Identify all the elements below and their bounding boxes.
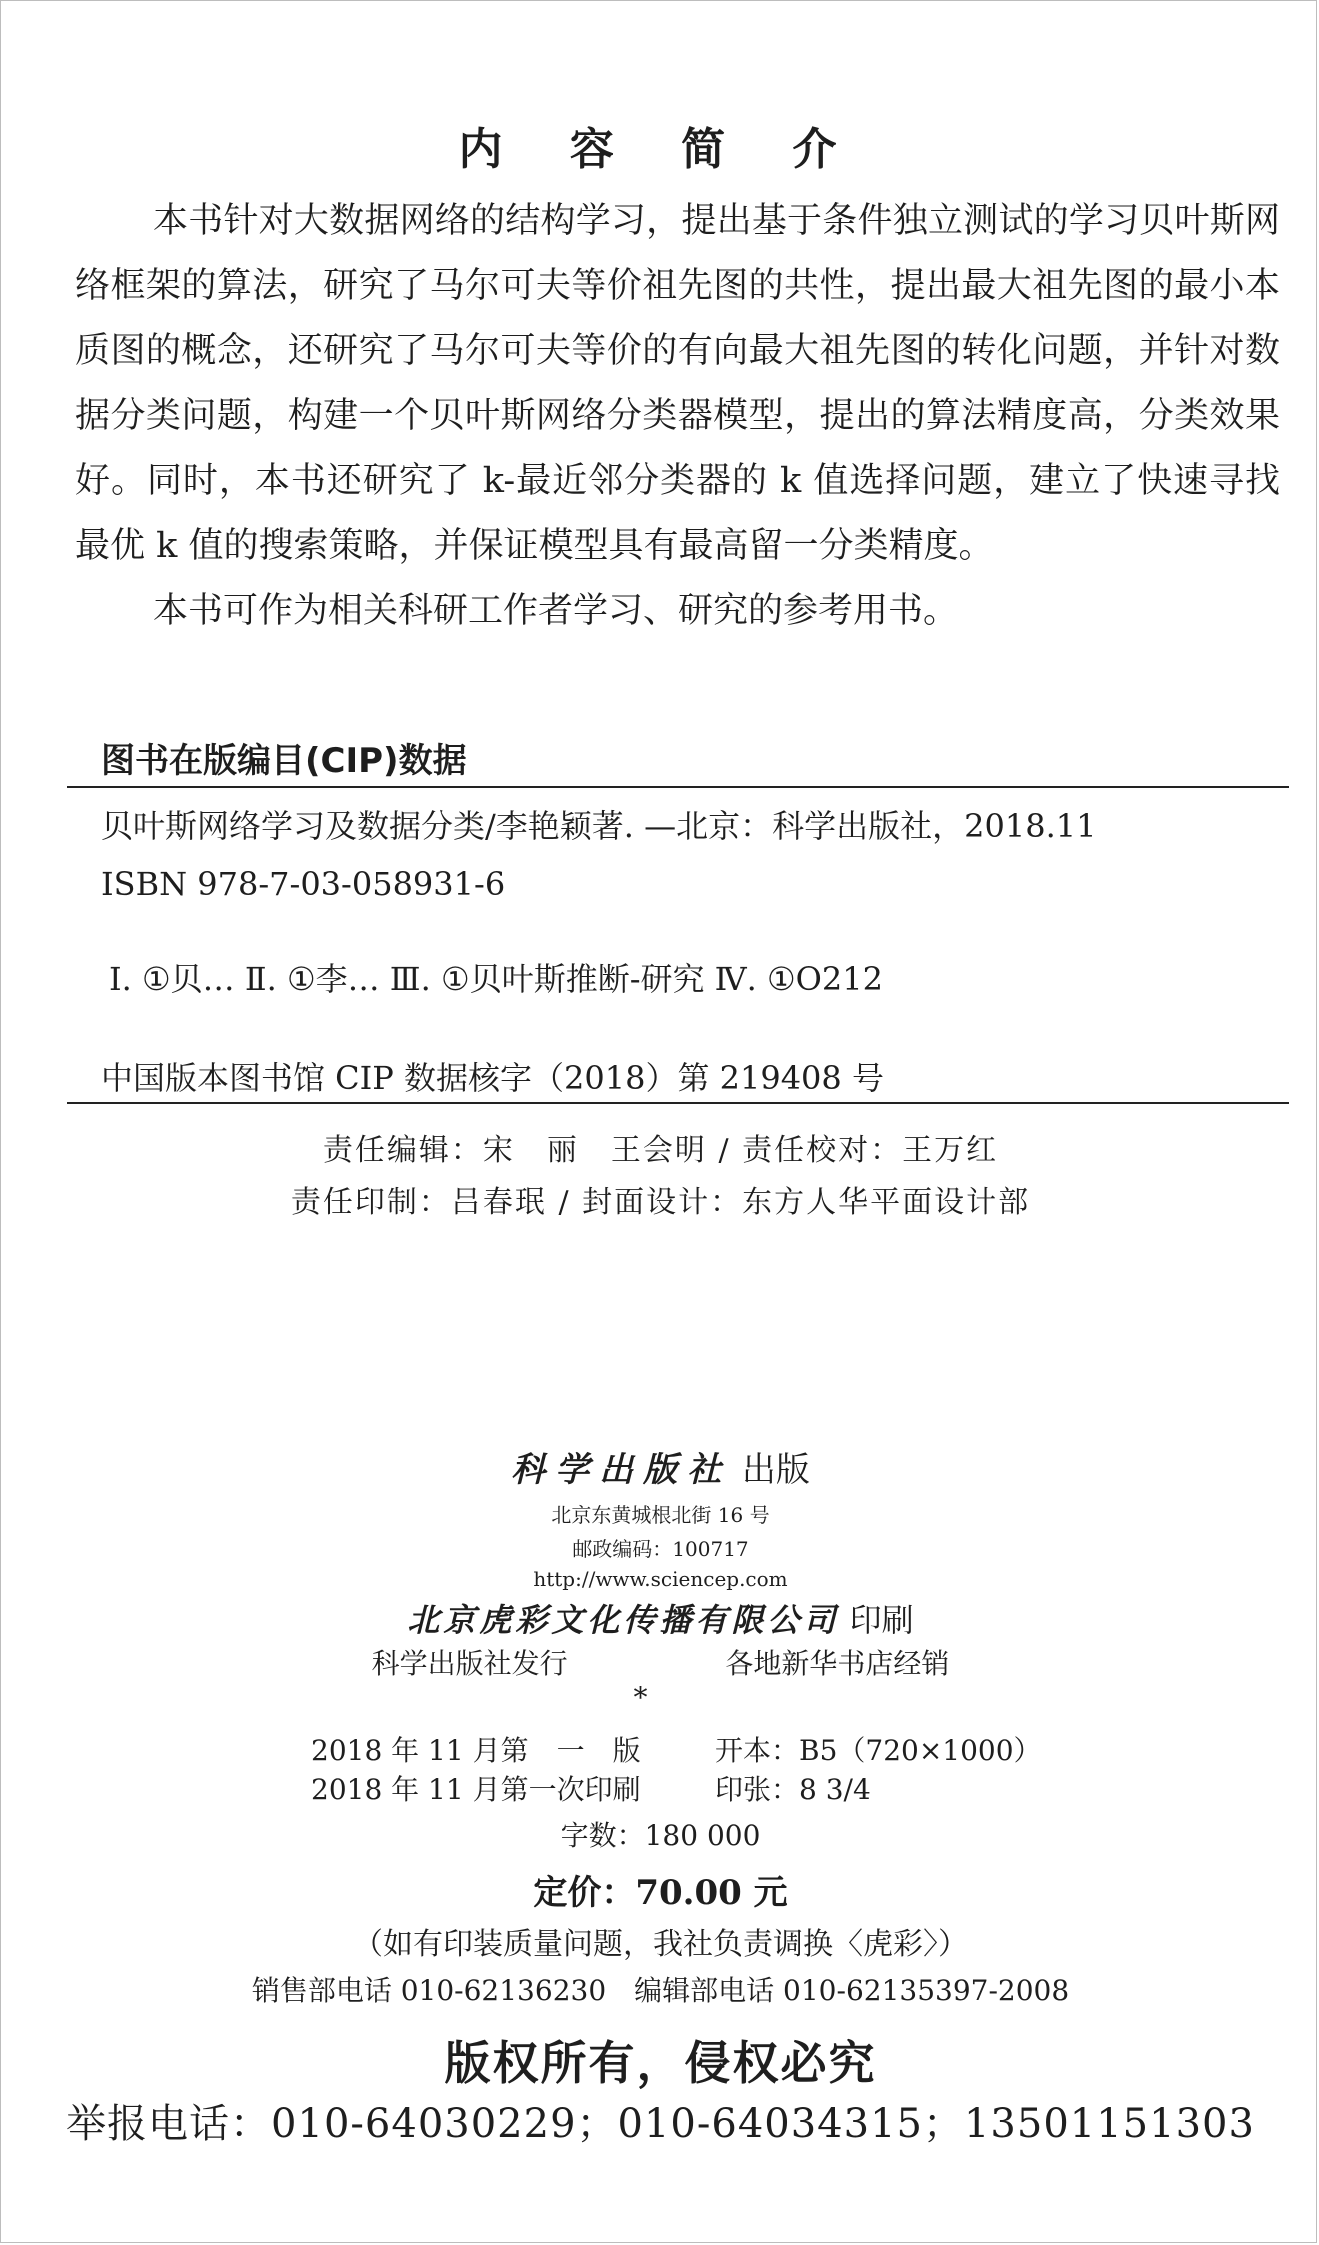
- page-title: 内 容 简 介: [458, 124, 863, 175]
- edition-date: 2018 年 11 月第 一 版: [311, 1734, 641, 1767]
- publisher-line: [1, 1442, 1319, 1491]
- quality-note: （如有印装质量问题，我社负责调换〈虎彩〉）: [353, 1927, 968, 1962]
- contact-phones: 销售部电话 010-62136230 编辑部电话 010-62135397-2008: [251, 1974, 1070, 2007]
- distribution-retail: 各地新华书店经销: [725, 1647, 950, 1680]
- cip-line-3: Ⅰ. ①贝… Ⅱ. ①李… Ⅲ. ①贝叶斯推断-研究 Ⅳ. ①O212: [109, 960, 883, 998]
- publisher-suffix: 出版: [741, 1450, 810, 1490]
- cip-heading: 图书在版编目(CIP)数据: [101, 741, 467, 781]
- book-introduction: [75, 189, 1280, 644]
- cip-line-2: ISBN 978-7-03-058931-6: [101, 865, 506, 903]
- print-sheets: 印张：8 3/4: [715, 1773, 871, 1806]
- publisher-address: 北京东黄城根北街 16 号: [551, 1503, 770, 1527]
- staff-line-2: 责任印制：吕春珉 / 封面设计：东方人华平面设计部: [290, 1185, 1031, 1220]
- publisher-url: http://www.sciencep.com: [533, 1567, 788, 1591]
- intro-paragraph-1: 本书针对大数据网络的结构学习，提出基于条件独立测试的学习贝叶斯网络框架的算法，研究了马尔可夫等价祖先图的共性，提出最大祖先图的最小本质图的概念，还研究了马尔可夫等价的有向最大祖先图的转化问题，并针对数据分类问题，构建一个贝叶斯网络分类器模型，提出的算法精度高，分类效果好。同时，本书还研究了 k-最近邻分类器的 k 值选择问题，建立了快速寻找最优 k 值的搜索策略，并保证模型具有最高留一分类精度。: [75, 201, 1280, 566]
- cip-line-4: 中国版本图书馆 CIP 数据核字（2018）第 219408 号: [101, 1059, 884, 1097]
- copyright-notice: 版权所有，侵权必究: [444, 2036, 877, 2090]
- price: 定价：70.00 元: [533, 1873, 788, 1913]
- printer-suffix: 印刷: [849, 1601, 914, 1639]
- book-format: 开本：B5（720×1000）: [715, 1734, 1042, 1767]
- printing-row: [311, 1768, 871, 1808]
- report-hotline: 举报电话：010-64030229；010-64034315；13501151303: [66, 2101, 1255, 2147]
- cip-line-1: 贝叶斯网络学习及数据分类/李艳颖著. —北京：科学出版社，2018.11: [101, 807, 1097, 845]
- distribution-line: [1, 1642, 1319, 1682]
- staff-line-1: 责任编辑：宋 丽 王会明 / 责任校对：王万红: [322, 1133, 999, 1168]
- cip-top-rule: [67, 786, 1289, 788]
- cip-bottom-rule: [67, 1102, 1289, 1104]
- edition-row: [311, 1729, 1042, 1769]
- distribution-publisher: 科学出版社发行: [371, 1647, 568, 1680]
- separator-star: *: [633, 1681, 648, 1714]
- intro-paragraph-2: 本书可作为相关科研工作者学习、研究的参考用书。: [153, 591, 959, 631]
- publisher-postcode: 邮政编码：100717: [572, 1537, 749, 1561]
- printer-line: [1, 1595, 1319, 1641]
- printer-name: 北京虎彩文化传播有限公司: [407, 1601, 840, 1639]
- publisher-logo: 科学出版社: [511, 1450, 732, 1490]
- word-count: 字数：180 000: [560, 1819, 761, 1852]
- printing-date: 2018 年 11 月第一次印刷: [311, 1773, 641, 1806]
